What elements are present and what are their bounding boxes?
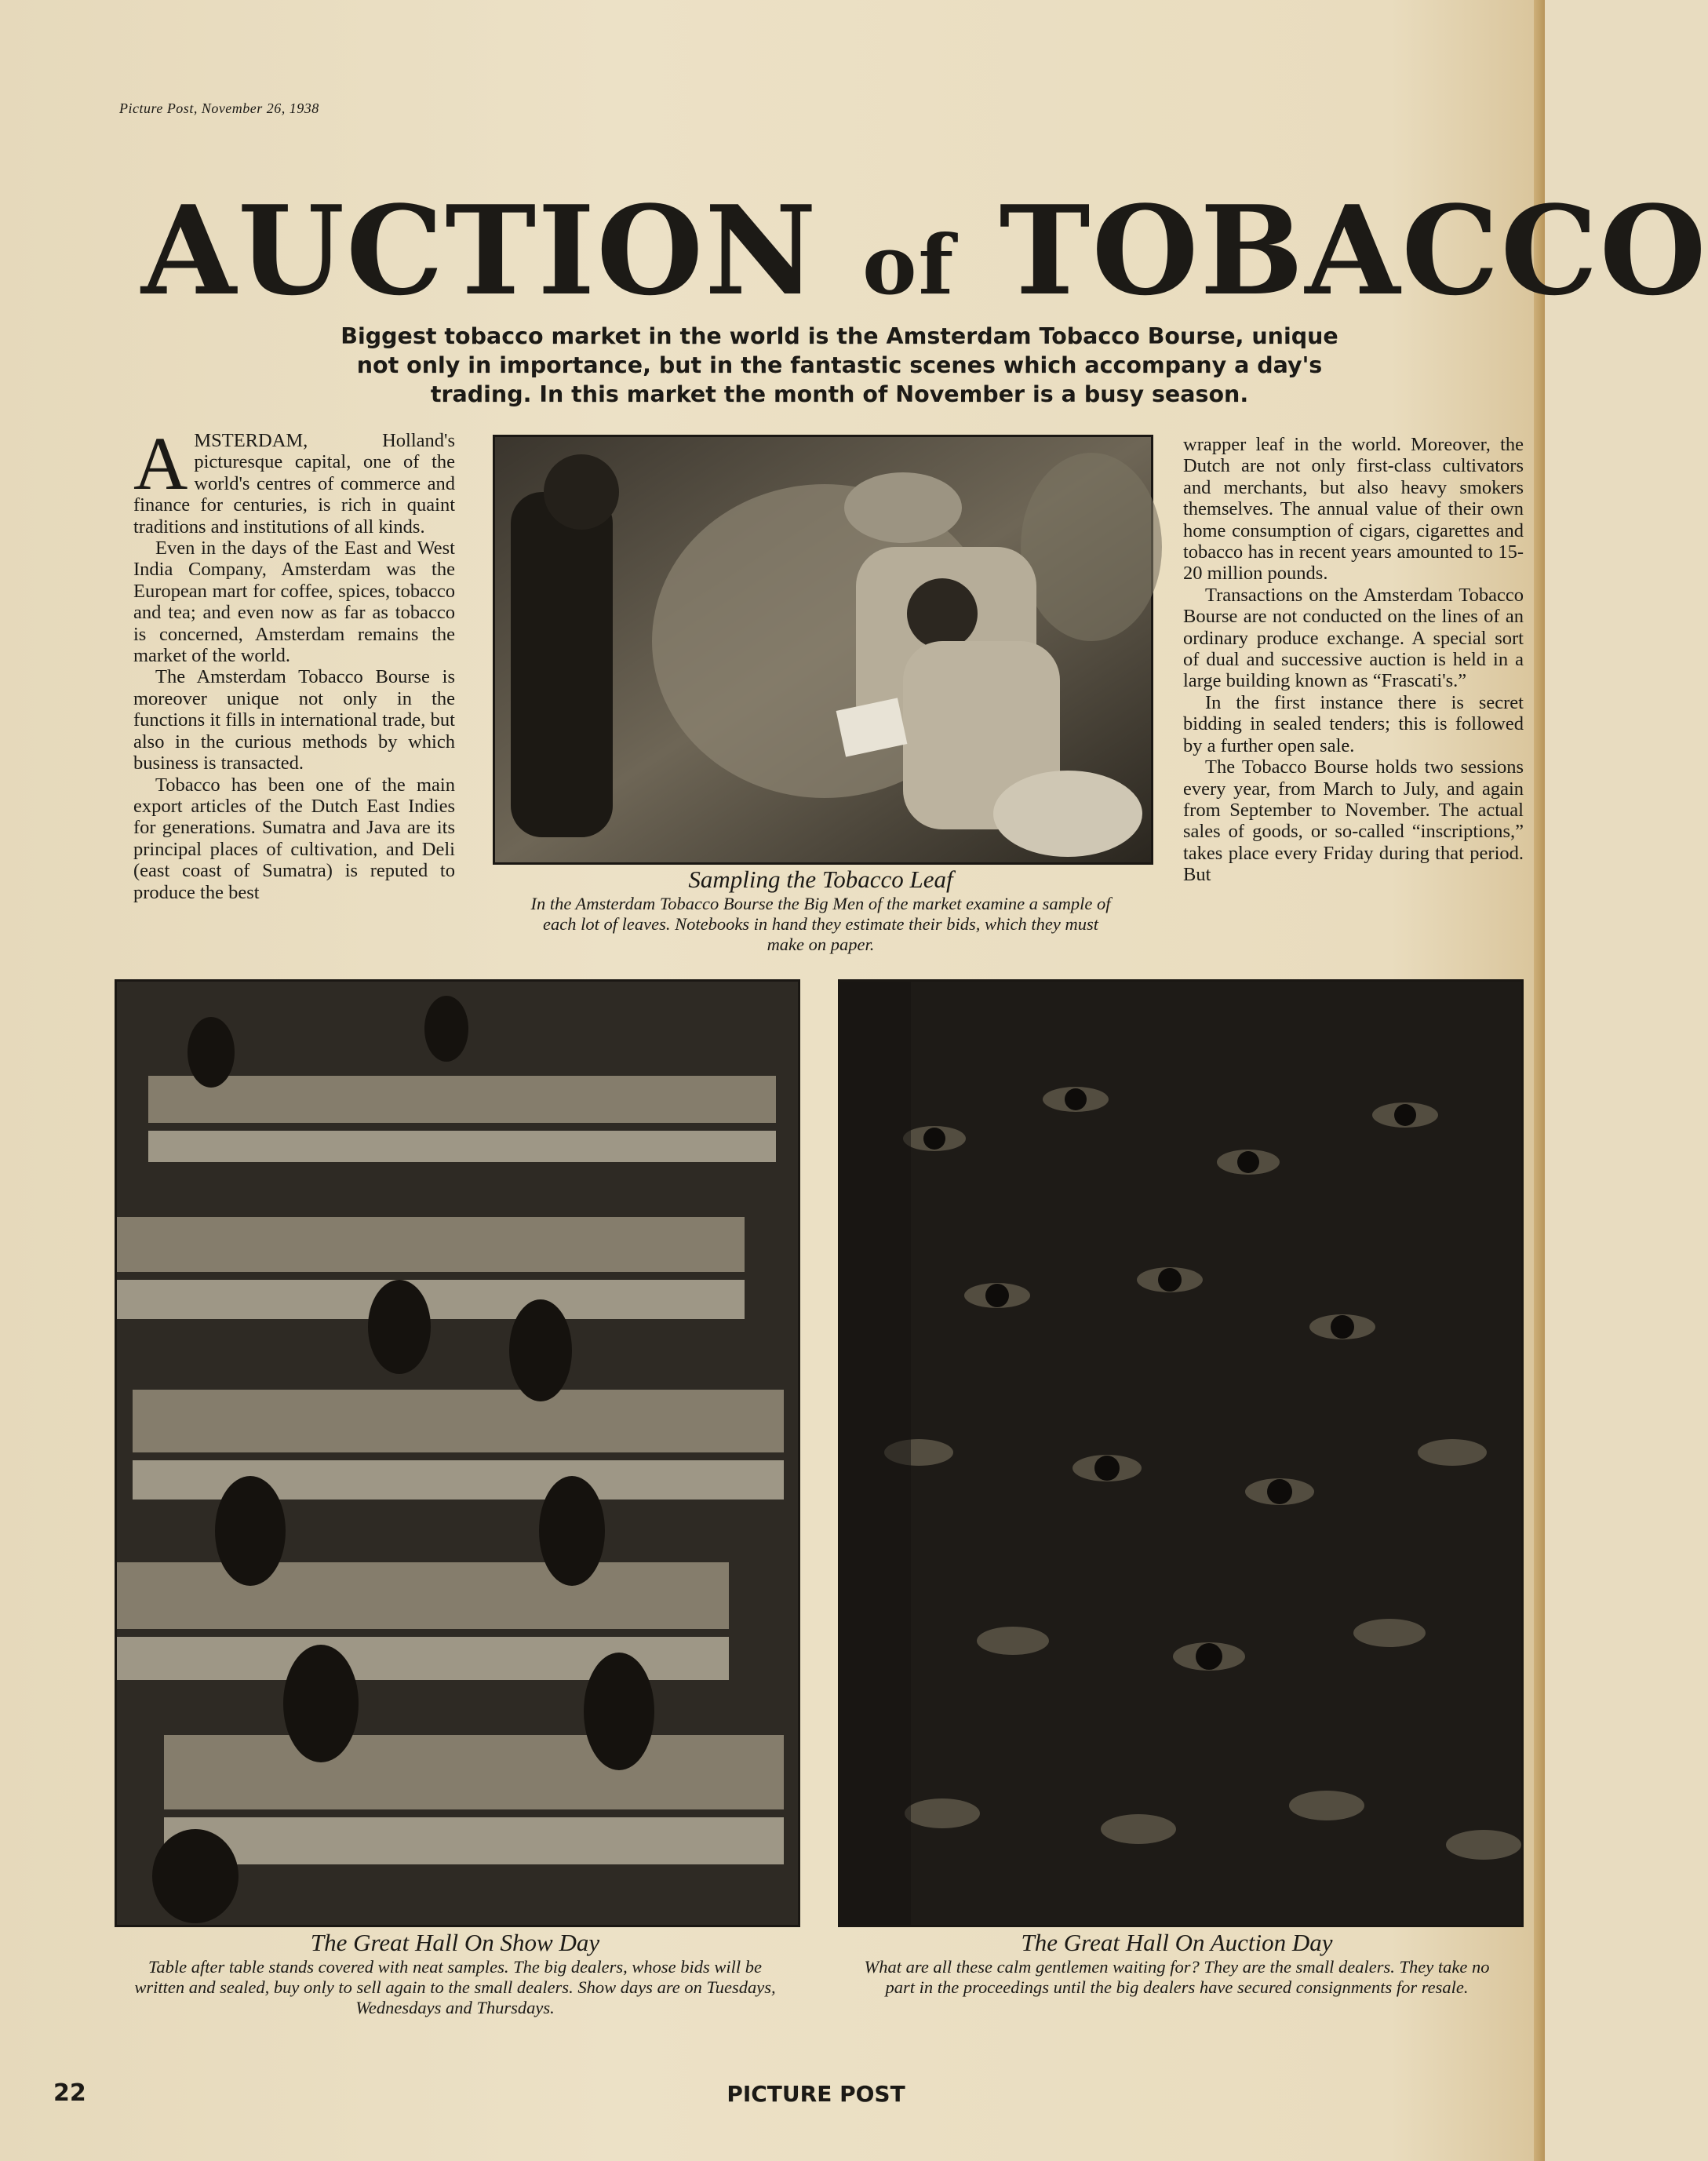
headline-part-3: TOBACCO [955,179,1708,323]
article-paragraph: The Amsterdam Tobacco Bourse is moreover unique not only in the functions it fills in international trade, but also in the curious methods by which business is transacted. [133,666,455,774]
headline-part-2: of [862,217,956,313]
caption-body: Table after table stands covered with neat samples. The big dealers, whose bids will be written and sealed, buy only to sell again to the small dealers. Show days are on Tuesdays, Wednesdays and Thursdays. [134,1957,776,2017]
page-number: 22 [53,2079,86,2107]
drop-cap: A [133,421,188,505]
caption-title: The Great Hall On Auction Day [1021,1929,1333,1956]
photo-great-hall-auction-day [838,979,1524,1927]
photo-sampling-tobacco [493,435,1153,865]
article-paragraph: Tobacco has been one of the main export articles of the Dutch East Indies for generations. Sumatra and Java are its principal places of cultivation, and Deli (east coast of Sumatra) is reputed to produce the best [133,774,455,903]
caption-body: In the Amsterdam Tobacco Bourse the Big Men of the market examine a sample of each lot of leaves. Notebooks in hand they estimate their bids, which they must make on paper. [530,894,1111,954]
article-column-left [133,421,455,903]
paragraph-text: MSTERDAM, Holland's picturesque capital, one of the world's centres of commerce and finance for centuries, is rich in quaint traditions and institutions of all kinds. [133,430,455,538]
article-paragraph: In the first instance there is secret bidding in sealed tenders; this is followed by a further open sale. [1183,691,1524,756]
caption-title: The Great Hall On Show Day [310,1929,600,1956]
article-paragraph: Even in the days of the East and West India Company, Amsterdam was the European mart for coffee, spices, tobacco and tea; and even now as far as tobacco is concerned, Amsterdam remains the market of the world. [133,538,455,667]
article-paragraph: wrapper leaf in the world. Moreover, the Dutch are not only first-class cultivators and merchants, but also heavy smokers themselves. The annual value of their own home consumption of cigars, cigarettes and tobacco has in recent years amounted to 15-20 million pounds. [1183,434,1524,585]
article-paragraph: Transactions on the Amsterdam Tobacco Bourse are not conducted on the lines of an ordinary produce exchange. A special sort of dual and successive auction is held in a large building known as “Frascati's.” [1183,584,1524,692]
photo-great-hall-show-day [115,979,800,1927]
caption-body: What are all these calm gentlemen waiting for? They are the small dealers. They take no part in the proceedings until the big dealers have secured consignments for resale. [864,1957,1490,1997]
standfirst: Biggest tobacco market in the world is the Amsterdam Tobacco Bourse, unique not only in importance, but in the fantastic scenes which accompany a day's trading. In this market the month of November is a busy season. [341,323,1338,407]
publication-footer: PICTURE POST [727,2081,905,2107]
caption-show-day [133,1929,777,2018]
dateline: Picture Post, November 26, 1938 [119,100,319,116]
headline-part-1: AUCTION [141,179,863,323]
article-paragraph [133,421,455,538]
article-paragraph: The Tobacco Bourse holds two sessions every year, from March to July, and again from September to November. The actual sales of goods, or so-called “inscriptions,” takes place every Friday during that period. But [1183,756,1524,886]
article-column-right [1183,434,1524,886]
caption-auction-day [851,1929,1502,1998]
caption-sampling [526,865,1116,955]
page-edge [1534,0,1545,2161]
headline [141,179,1708,336]
caption-title: Sampling the Tobacco Leaf [688,865,953,893]
